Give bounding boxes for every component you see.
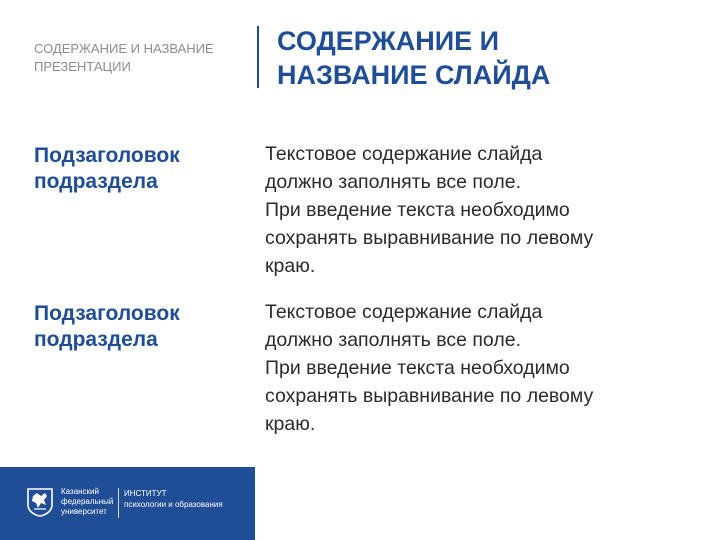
slide-title: СОДЕРЖАНИЕ И НАЗВАНИЕ СЛАЙДА [277,26,551,90]
section-2-text: Текстовое содержание слайда должно заполнять все поле. При введение текста необходимо сохранять выравнивание по левому краю. [265,301,594,435]
section-2-subheading: Подзаголовок подраздела [34,302,180,351]
kfu-emblem-icon [26,487,54,517]
presentation-title: СОДЕРЖАНИЕ И НАЗВАНИЕ ПРЕЗЕНТАЦИИ [34,41,214,74]
university-name: Казанский федеральный университет [61,487,114,516]
section-1-subheading: Подзаголовок подраздела [34,144,180,193]
title-divider [257,26,259,88]
institute-name: ИНСТИТУТ психологии и образования [124,489,223,509]
section-1-text: Текстовое содержание слайда должно заполнять все поле. При введение текста необходимо сохранять выравнивание по левому краю. [265,143,594,277]
footer-divider [118,488,119,518]
